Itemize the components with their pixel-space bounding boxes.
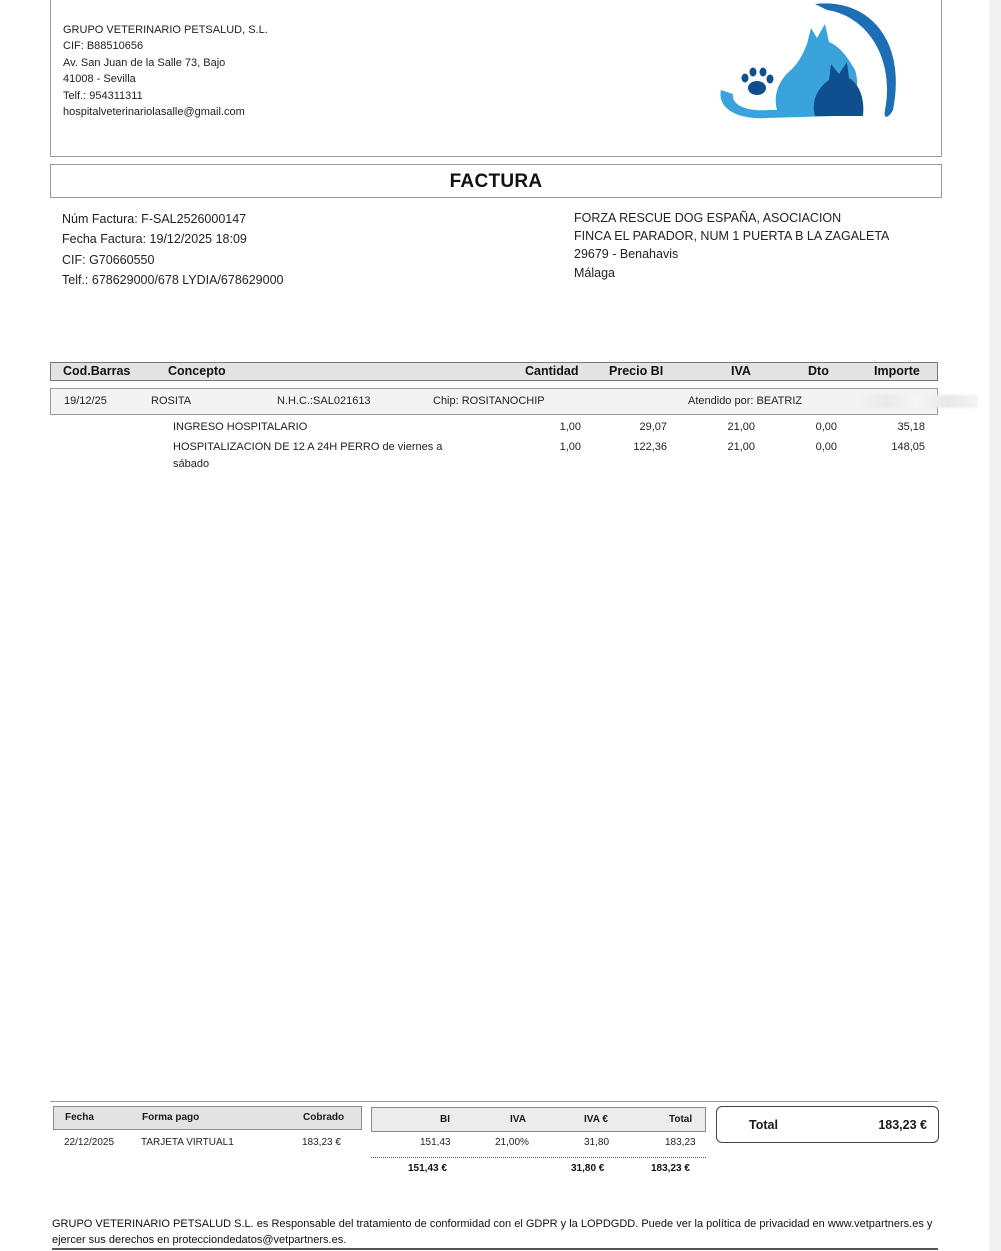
item-concept: INGRESO HOSPITALARIO — [173, 421, 308, 433]
tax-table-header — [371, 1107, 706, 1132]
tax-total: 183,23 — [665, 1137, 696, 1148]
payment-table-header — [53, 1106, 362, 1130]
col-cod-barras: Cod.Barras — [63, 364, 131, 378]
col-iva: IVA — [731, 364, 751, 378]
grand-total-box — [716, 1106, 939, 1143]
pay-col-fecha: Fecha — [65, 1112, 94, 1123]
items-table-header — [50, 362, 938, 381]
col-precio-bi: Precio BI — [609, 364, 664, 378]
item-qty: 1,00 — [559, 421, 581, 433]
tax-col-total: Total — [669, 1114, 693, 1125]
col-dto: Dto — [808, 364, 829, 378]
item-dto: 0,00 — [815, 441, 837, 453]
item-concept: HOSPITALIZACION DE 12 A 24H PERRO de viernes a — [173, 441, 443, 453]
col-cantidad: Cantidad — [525, 364, 579, 378]
item-dto: 0,00 — [815, 421, 837, 433]
patient-chip: Chip: ROSITANOCHIP — [433, 395, 545, 407]
payment-date: 22/12/2025 — [64, 1137, 115, 1148]
tax-grand-total: 183,23 € — [651, 1163, 690, 1174]
item-amount: 35,18 — [897, 421, 925, 433]
summary-divider — [50, 1101, 938, 1102]
invoice-cif: CIF: G70660550 — [62, 252, 155, 267]
pay-col-forma: Forma pago — [142, 1112, 200, 1123]
company-header — [50, 0, 942, 157]
company-name: GRUPO VETERINARIO PETSALUD, S.L. — [63, 24, 268, 36]
patient-date: 19/12/25 — [64, 395, 107, 407]
tax-col-iva: IVA — [510, 1114, 526, 1125]
tax-iva-eur: 31,80 — [584, 1137, 610, 1148]
company-email: hospitalveterinariolasalle@gmail.com — [63, 106, 245, 119]
item-iva: 21,00 — [727, 421, 755, 433]
payment-method: TARJETA VIRTUAL1 — [141, 1137, 234, 1148]
client-province: Málaga — [574, 265, 615, 280]
tax-iva: 21,00% — [495, 1137, 529, 1148]
tax-dotted-rule — [371, 1157, 706, 1158]
client-city: 29679 - Benahavis — [574, 247, 679, 262]
client-name: FORZA RESCUE DOG ESPAÑA, ASOCIACION — [574, 211, 842, 225]
dog-cat-paw-logo-icon — [707, 0, 907, 128]
payment-amount: 183,23 € — [302, 1137, 341, 1148]
client-details — [574, 209, 889, 282]
company-city: 41008 - Sevilla — [63, 73, 136, 86]
invoice-title-box — [50, 164, 942, 198]
invoice-number: Núm Factura: F-SAL2526000147 — [62, 212, 247, 226]
item-qty: 1,00 — [559, 441, 581, 453]
item-amount: 148,05 — [891, 441, 925, 453]
tax-col-bi: BI — [440, 1114, 450, 1125]
invoice-phone: Telf.: 678629000/678 LYDIA/678629000 — [62, 272, 284, 287]
redaction-blur — [856, 395, 978, 408]
col-concepto: Concepto — [168, 364, 226, 378]
item-price: 122,36 — [633, 441, 667, 453]
item-concept-continued: sábado — [173, 458, 210, 470]
patient-attended: Atendido por: BEATRIZ — [688, 395, 803, 407]
pay-col-cobrado: Cobrado — [303, 1112, 345, 1123]
item-iva: 21,00 — [727, 441, 755, 453]
item-price: 29,07 — [639, 421, 667, 433]
grand-total-label: Total — [749, 1118, 778, 1132]
page-edge-shade — [989, 0, 1001, 1251]
client-address: FINCA EL PARADOR, NUM 1 PUERTA B LA ZAGALETA — [574, 229, 890, 244]
tax-col-iva-eur: IVA € — [584, 1114, 608, 1125]
patient-nhc: N.H.C.:SAL021613 — [277, 395, 371, 407]
tax-bi: 151,43 — [420, 1137, 451, 1148]
patient-name: ROSITA — [151, 395, 192, 407]
tax-iva-eur-total: 31,80 € — [571, 1163, 605, 1174]
company-cif: CIF: B88510656 — [63, 40, 144, 53]
invoice-date: Fecha Factura: 19/12/2025 18:09 — [62, 232, 247, 247]
footer-rule — [52, 1248, 938, 1250]
company-address: Av. San Juan de la Salle 73, Bajo — [63, 56, 226, 69]
invoice-title: FACTURA — [449, 171, 543, 192]
tax-bi-total: 151,43 € — [408, 1163, 447, 1174]
patient-row — [50, 388, 938, 415]
privacy-footer: GRUPO VETERINARIO PETSALUD S.L. es Responsable del tratamiento de conformidad con el GDPR y la LOPDGDD. Puede ver la política de privacidad en www.vetpartners.es y ejercer sus derechos en protecciondedatos@vetpartners.es. — [52, 1218, 933, 1246]
company-info — [63, 22, 268, 120]
col-importe: Importe — [874, 364, 920, 378]
grand-total-value: 183,23 € — [878, 1118, 927, 1132]
invoice-details — [62, 209, 283, 290]
company-phone: Telf.: 954311311 — [63, 89, 143, 102]
